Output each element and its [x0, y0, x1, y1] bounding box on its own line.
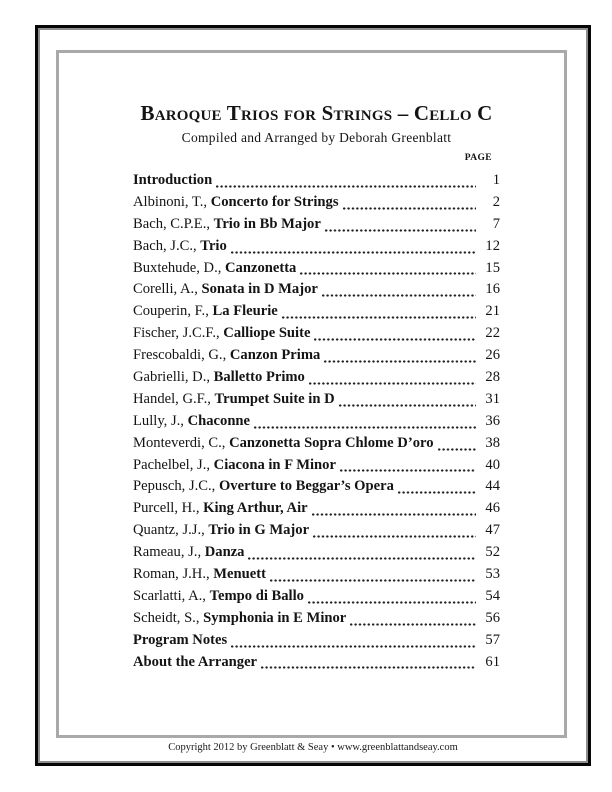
toc-entry: [133, 323, 500, 345]
toc-entry-title: Menuett: [213, 566, 266, 583]
toc-entry-composer: Albinoni, T.,: [133, 193, 211, 210]
toc-dot-leader: [311, 498, 476, 520]
toc-dot-leader: [321, 279, 476, 301]
toc-dot-leader: [324, 214, 476, 236]
toc-entry-page: 36: [485, 412, 500, 429]
toc-entry-title: Danza: [204, 544, 245, 561]
toc-entry-page: 40: [485, 456, 500, 473]
toc-entry-title: Trio in Bb Major: [213, 215, 321, 232]
toc-entry-page: 57: [485, 631, 500, 648]
toc-dot-leader: [230, 630, 476, 652]
toc-entry-title: Canzon Prima: [229, 347, 321, 364]
toc-entry-title: Chaconne: [187, 412, 251, 429]
toc-entry: [133, 586, 500, 608]
toc-dot-leader: [308, 367, 476, 389]
toc-entry-composer: Bach, C.P.E.,: [133, 215, 214, 232]
toc-entry: [133, 192, 500, 214]
toc-entry-page: 46: [485, 500, 500, 517]
toc-entry: [133, 367, 500, 389]
toc-entry-page: 56: [485, 609, 500, 626]
toc-entry-composer: Quantz, J.J.,: [133, 522, 209, 539]
toc-entry-page: 54: [485, 587, 500, 604]
toc-entry-title: Trio: [200, 237, 227, 254]
toc-entry-composer: Pepusch, J.C.,: [133, 478, 219, 495]
toc-entry-composer: Roman, J.H.,: [133, 566, 214, 583]
toc-entry-page: 47: [485, 522, 500, 539]
toc-entry: [133, 652, 500, 674]
toc-entry-page: 53: [485, 566, 500, 583]
toc-dot-leader: [339, 455, 476, 477]
toc-entry: [133, 476, 500, 498]
toc-entry-composer: Buxtehude, D.,: [133, 259, 226, 276]
toc-entry: [133, 301, 500, 323]
toc-entry-title: Ciacona in F Minor: [213, 456, 336, 473]
toc-entry-title: La Fleurie: [212, 303, 278, 320]
toc-entry-composer: Pachelbel, J.,: [133, 456, 214, 473]
toc-entry: [133, 170, 500, 192]
toc-entry-page: 31: [485, 390, 500, 407]
toc-entry-page: 44: [485, 478, 500, 495]
toc-entry: [133, 520, 500, 542]
toc-entry: [133, 389, 500, 411]
toc-entry: [133, 630, 500, 652]
toc-entry-page: 2: [492, 193, 500, 210]
toc-dot-leader: [247, 542, 476, 564]
toc-dot-leader: [269, 564, 476, 586]
toc-entry-composer: Lully, J.,: [133, 412, 188, 429]
toc-dot-leader: [253, 411, 476, 433]
toc-entry-title: Balletto Primo: [213, 369, 305, 386]
toc-entry: [133, 498, 500, 520]
toc-dot-leader: [397, 476, 476, 498]
page-subtitle: Compiled and Arranged by Deborah Greenblatt: [181, 130, 452, 145]
toc-dot-leader: [313, 323, 476, 345]
toc-dot-leader: [215, 170, 476, 192]
toc-entry-title: Tempo di Ballo: [209, 587, 304, 604]
toc-entry-title: About the Arranger: [133, 653, 258, 670]
toc-entry-composer: Handel, G.F.,: [133, 390, 215, 407]
toc-entry-page: 22: [485, 325, 500, 342]
toc-dot-leader: [342, 192, 476, 214]
footer-copyright: Copyright 2012 by Greenblatt & Seay • www.greenblattandseay.com: [168, 742, 458, 753]
toc-entry-title: Calliope Suite: [223, 325, 311, 342]
toc-entry-title: Overture to Beggar’s Opera: [218, 478, 394, 495]
toc-dot-leader: [281, 301, 476, 323]
toc-entry-composer: Scarlatti, A.,: [133, 587, 210, 604]
toc-dot-leader: [338, 389, 476, 411]
toc-entry-composer: Gabrielli, D.,: [133, 369, 214, 386]
toc-entry-composer: Corelli, A.,: [133, 281, 202, 298]
toc-entry-composer: Bach, J.C.,: [133, 237, 201, 254]
toc-dot-leader: [349, 608, 476, 630]
toc-entry: [133, 542, 500, 564]
toc-entry-composer: Rameau, J.,: [133, 544, 205, 561]
toc-entry-title: Concerto for Strings: [210, 193, 339, 210]
toc-entry-composer: Scheidt, S.,: [133, 609, 204, 626]
toc-entry-page: 38: [485, 434, 500, 451]
toc-entry-composer: Fischer, J.C.F.,: [133, 325, 224, 342]
toc-entry-title: Trumpet Suite in D: [214, 390, 335, 407]
toc-entry-page: 15: [485, 259, 500, 276]
toc-entry-page: 1: [492, 172, 500, 188]
toc-entry: [133, 279, 500, 301]
toc-entry-title: King Arthur, Air: [203, 500, 308, 517]
toc-entry-page: 16: [485, 281, 500, 298]
toc-entry: [133, 433, 500, 455]
toc-list: [133, 170, 500, 673]
toc-entry-title: Program Notes: [133, 631, 228, 648]
toc-entry-composer: Purcell, H.,: [133, 500, 204, 517]
toc-dot-leader: [260, 652, 476, 674]
toc-entry: [133, 608, 500, 630]
page-column-label: PAGE: [464, 153, 492, 163]
toc-entry-title: Sonata in D Major: [201, 281, 318, 298]
toc-dot-leader: [312, 520, 476, 542]
toc-entry-title: Trio in G Major: [208, 522, 310, 539]
toc-dot-leader: [323, 345, 476, 367]
toc-entry: [133, 564, 500, 586]
toc-entry: [133, 455, 500, 477]
toc-dot-leader: [299, 258, 476, 280]
toc-entry-page: 61: [485, 653, 500, 670]
toc-entry: [133, 345, 500, 367]
toc-content: [133, 101, 500, 673]
page-title: Baroque Trios for Strings – Cello C: [140, 101, 493, 125]
toc-dot-leader: [437, 433, 476, 455]
toc-entry: [133, 411, 500, 433]
toc-entry-page: 26: [485, 347, 500, 364]
toc-entry-page: 28: [485, 369, 500, 386]
toc-entry: [133, 258, 500, 280]
toc-entry-page: 52: [485, 544, 500, 561]
toc-entry: [133, 236, 500, 258]
toc-entry-title: Canzonetta Sopra Chlome D’oro: [229, 434, 434, 451]
toc-entry-composer: Frescobaldi, G.,: [133, 347, 230, 364]
toc-entry-composer: Couperin, F.,: [133, 303, 213, 320]
toc-entry-title: Symphonia in E Minor: [203, 609, 347, 626]
toc-dot-leader: [307, 586, 476, 608]
toc-entry-page: 21: [485, 303, 500, 320]
toc-entry: [133, 214, 500, 236]
toc-entry-page: 7: [492, 215, 500, 232]
toc-entry-composer: Monteverdi, C.,: [133, 434, 230, 451]
toc-entry-title: Canzonetta: [225, 259, 297, 276]
toc-entry-title: Introduction: [133, 172, 213, 188]
toc-entry-page: 12: [485, 237, 500, 254]
toc-dot-leader: [230, 236, 476, 258]
